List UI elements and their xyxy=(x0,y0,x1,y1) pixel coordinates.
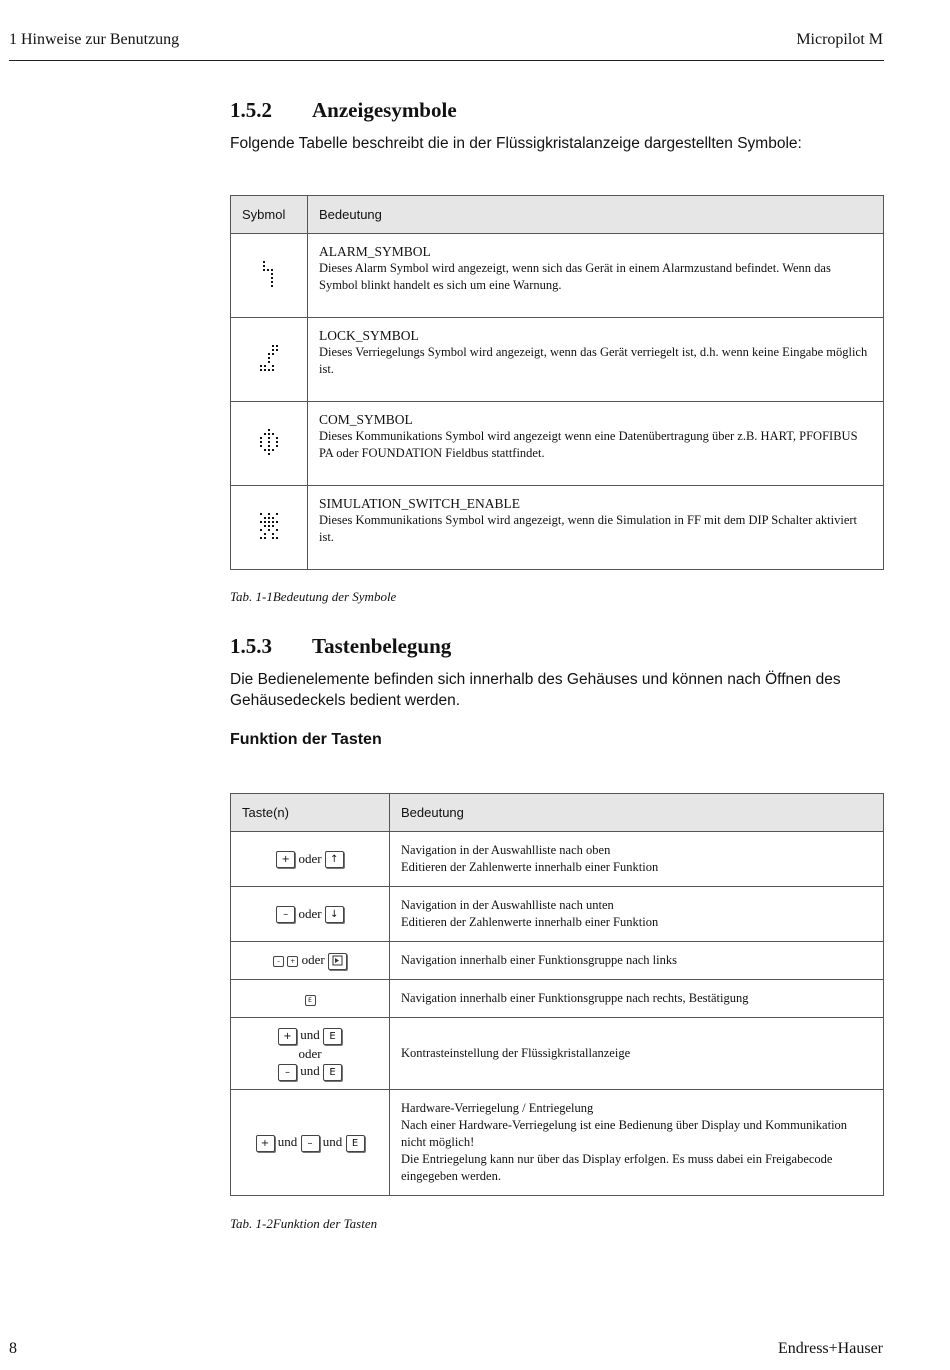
running-header-chapter: 1 Hinweise zur Benutzung xyxy=(9,31,180,48)
enter-key-icon: E xyxy=(305,995,316,1006)
description-line: Navigation in der Auswahlliste nach oben xyxy=(401,843,611,857)
minus-key-icon: – xyxy=(301,1135,320,1152)
connector-word: und xyxy=(300,1063,320,1078)
description-line: Navigation in der Auswahlliste nach unten xyxy=(401,898,614,912)
section-title: Tastenbelegung xyxy=(312,634,452,658)
table-row xyxy=(231,942,884,980)
enter-key-icon: E xyxy=(323,1064,342,1081)
symbol-meaning: Dieses Kommunikations Symbol wird angezeigt wenn eine Datenübertragung über z.B. HART, PFOFIBUS PA oder FOUNDATION Fieldbus stattfindet. xyxy=(319,429,858,460)
key-combination xyxy=(231,1090,390,1196)
symbols-table xyxy=(230,195,884,570)
key-combination xyxy=(231,832,390,887)
minus-key-icon: – xyxy=(273,956,284,967)
symbol-description xyxy=(308,234,884,318)
section-number: 1.5.2 xyxy=(230,98,272,122)
minus-key-icon: – xyxy=(276,906,295,923)
table-row xyxy=(231,486,884,570)
symbol-description xyxy=(308,402,884,486)
section-number: 1.5.3 xyxy=(230,634,272,658)
simulation-switch-icon xyxy=(231,486,308,570)
left-nav-key-icon xyxy=(328,953,347,970)
table-row xyxy=(231,1018,884,1090)
table-row xyxy=(231,980,884,1018)
table-row xyxy=(231,318,884,402)
enter-key-icon: E xyxy=(346,1135,365,1152)
description-line: Kontrasteinstellung der Flüssigkristallanzeige xyxy=(401,1046,631,1060)
connector-word: und xyxy=(322,1134,343,1150)
subsection-heading: Funktion der Tasten xyxy=(230,731,382,748)
table-header-row xyxy=(231,794,884,832)
header-divider xyxy=(9,60,884,61)
description-line: Navigation innerhalb einer Funktionsgruppe nach links xyxy=(401,953,677,967)
symbol-name: COM_SYMBOL xyxy=(319,412,413,427)
com-symbol-icon xyxy=(231,402,308,486)
plus-key-icon: + xyxy=(287,956,298,967)
key-description xyxy=(390,1018,884,1090)
symbol-meaning: Dieses Verriegelungs Symbol wird angezeigt, wenn das Gerät verriegelt ist, d.h. wenn keine Eingabe möglich ist. xyxy=(319,345,868,376)
key-description xyxy=(390,942,884,980)
symbol-name: LOCK_SYMBOL xyxy=(319,328,419,343)
key-description xyxy=(390,980,884,1018)
description-line: Editieren der Zahlenwerte innerhalb einer Funktion xyxy=(401,915,659,929)
alarm-symbol-icon xyxy=(231,234,308,318)
key-description xyxy=(390,887,884,942)
enter-key-icon: E xyxy=(323,1028,342,1045)
section-heading-anzeigesymbole xyxy=(230,98,457,123)
key-combination xyxy=(231,887,390,942)
keys-table xyxy=(230,793,884,1196)
table-row xyxy=(231,887,884,942)
symbol-description xyxy=(308,318,884,402)
symbol-meaning: Dieses Alarm Symbol wird angezeigt, wenn sich das Gerät in einem Alarmzustand befindet. Wenn das Symbol blinkt handelt es sich um eine Warnung. xyxy=(319,261,831,292)
connector-word: und xyxy=(277,1134,298,1150)
connector-word: oder xyxy=(301,952,325,968)
symbol-description xyxy=(308,486,884,570)
key-combination xyxy=(231,980,390,1018)
column-header-meaning: Bedeutung xyxy=(308,196,884,234)
plus-key-icon: + xyxy=(276,851,295,868)
symbol-name: SIMULATION_SWITCH_ENABLE xyxy=(319,496,520,511)
symbol-meaning: Dieses Kommunikations Symbol wird angezeigt, wenn die Simulation in FF mit dem DIP Schalter aktiviert ist. xyxy=(319,513,858,544)
description-line: Nach einer Hardware-Verriegelung ist eine Bedienung über Display und Kommunikation nicht möglich! xyxy=(401,1118,848,1149)
table-row xyxy=(231,1090,884,1196)
table-row xyxy=(231,402,884,486)
connector-word: oder xyxy=(298,1046,322,1061)
key-description xyxy=(390,832,884,887)
table-caption-keys: Tab. 1-2Funktion der Tasten xyxy=(230,1216,378,1231)
section-heading-tastenbelegung xyxy=(230,634,451,659)
table-row xyxy=(231,832,884,887)
table-row xyxy=(231,234,884,318)
connector-word: und xyxy=(300,1027,320,1043)
connector-word: oder xyxy=(298,850,322,866)
section-title: Anzeigesymbole xyxy=(312,98,457,122)
column-header-meaning: Bedeutung xyxy=(390,794,884,832)
lock-symbol-icon xyxy=(231,318,308,402)
description-line: Editieren der Zahlenwerte innerhalb einer Funktion xyxy=(401,860,659,874)
table-caption-symbols: Tab. 1-1Bedeutung der Symbole xyxy=(230,589,397,604)
plus-key-icon: + xyxy=(278,1028,297,1045)
arrow-down-key-icon: ↓ xyxy=(325,906,344,923)
page-number: 8 xyxy=(9,1340,17,1357)
column-header-symbol: Sybmol xyxy=(231,196,308,234)
brand-name: Endress+Hauser xyxy=(778,1340,883,1357)
description-line: Die Entriegelung kann nur über das Display erfolgen. Es muss dabei ein Freigabecode eingegeben werden. xyxy=(401,1152,833,1183)
section-intro-text: Die Bedienelemente befinden sich innerhalb des Gehäuses und können nach Öffnen des Gehäusedeckels bedient werden. xyxy=(230,671,841,709)
description-line: Navigation innerhalb einer Funktionsgruppe nach rechts, Bestätigung xyxy=(401,991,749,1005)
description-line: Hardware-Verriegelung / Entriegelung xyxy=(401,1101,594,1115)
running-header-product: Micropilot M xyxy=(796,31,883,48)
symbol-name: ALARM_SYMBOL xyxy=(319,244,431,259)
key-combination xyxy=(231,1018,390,1090)
section-intro-text: Folgende Tabelle beschreibt die in der Flüssigkristalanzeige dargestellten Symbole: xyxy=(230,135,802,152)
key-combination xyxy=(231,942,390,980)
table-header-row xyxy=(231,196,884,234)
key-description xyxy=(390,1090,884,1196)
column-header-keys: Taste(n) xyxy=(231,794,390,832)
plus-key-icon: + xyxy=(256,1135,275,1152)
minus-key-icon: – xyxy=(278,1064,297,1081)
connector-word: oder xyxy=(298,905,322,921)
arrow-up-key-icon: ↑ xyxy=(325,851,344,868)
